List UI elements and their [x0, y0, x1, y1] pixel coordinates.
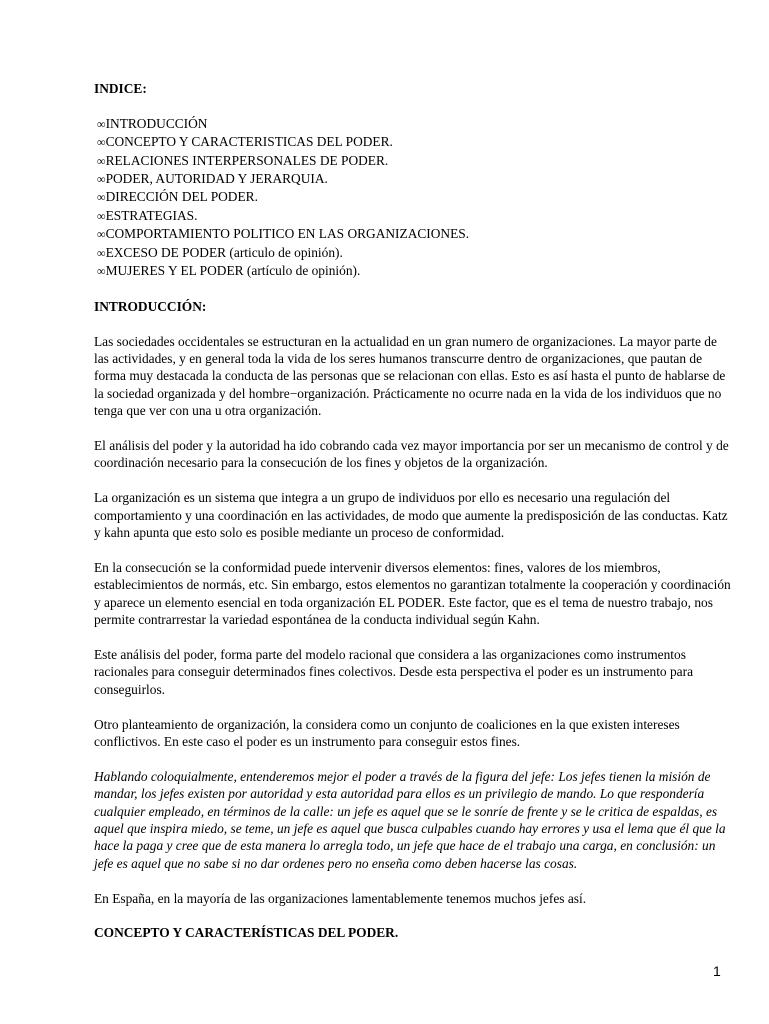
italic-paragraph: Hablando coloquialmente, entenderemos mejor el poder a través de la figura del jefe: Los jefes tienen la misión de mandar, los jefes existen por autoridad y esta autoridad para ellos es un privilegio de mando. Lo que respondería cualquier empleado, en términos de la calle: un jefe es aquel que se le sonríe de frente y se le critica de espaldas, es aquel que inspira miedo, se teme, un jefe es aquel que busca culpables cuando hay errores y usa el lema que él que la hace la paga y cree que de esta manera lo arregla todo, un jefe que hace de el trabajo una carga, en conclusión: un jefe es aquel que no sabe si no dar ordenes pero no enseña como deben hacerse las cosas. — [94, 768, 726, 871]
toc-item: ∞DIRECCIÓN DEL PODER. — [97, 189, 258, 205]
infinity-bullet-icon: ∞ — [97, 264, 106, 279]
document-page — [94, 80, 734, 942]
page-number: 1 — [713, 963, 721, 979]
toc-item: ∞RELACIONES INTERPERSONALES DE PODER. — [97, 152, 389, 168]
infinity-bullet-icon: ∞ — [97, 172, 106, 187]
infinity-bullet-icon: ∞ — [97, 190, 106, 205]
table-of-contents — [97, 115, 734, 281]
toc-item: ∞EXCESO DE PODER (articulo de opinión). — [97, 244, 343, 260]
index-heading: INDICE: — [94, 81, 147, 96]
closing-paragraph: En España, en la mayoría de las organizaciones lamentablemente tenemos muchos jefes así. — [94, 890, 587, 906]
toc-item: ∞ESTRATEGIAS. — [97, 207, 198, 223]
introduction-heading: INTRODUCCIÓN: — [94, 298, 207, 314]
body-paragraph: Este análisis del poder, forma parte del modelo racional que considera a las organizaciones como instrumentos racionales para conseguir determinados fines colectivos. Desde esta perspectiva el poder es un instrumento para conseguirlos. — [94, 646, 694, 697]
infinity-bullet-icon: ∞ — [97, 208, 106, 223]
infinity-bullet-icon: ∞ — [97, 153, 106, 168]
body-paragraph: Otro planteamiento de organización, la considera como un conjunto de coaliciones en la que existen intereses conflictivos. En este caso el poder es un instrumento para conseguir estos fines. — [94, 716, 680, 749]
infinity-bullet-icon: ∞ — [97, 227, 106, 242]
toc-item: ∞MUJERES Y EL PODER (artículo de opinión). — [97, 263, 361, 279]
body-paragraph: Las sociedades occidentales se estructuran en la actualidad en un gran numero de organizaciones. La mayor parte de las actividades, y en general toda la vida de los seres humanos transcurre dentro de organizaciones, que pautan de forma muy destacada la conducta de las personas que se relacionan con ellas. Esto es así hasta el punto de hablarse de la sociedad organizada y del hombre−organización. Prácticamente no ocurre nada en la vida de los individuos que no tenga que ver con una u otra organización. — [94, 333, 726, 419]
body-paragraph: El análisis del poder y la autoridad ha ido cobrando cada vez mayor importancia por ser un mecanismo de control y de coordinación necesario para la consecución de los fines y objetos de la organización. — [94, 438, 729, 471]
toc-item: ∞PODER, AUTORIDAD Y JERARQUIA. — [97, 171, 328, 187]
body-paragraph: En la consecución se la conformidad puede intervenir diversos elementos: fines, valores de los miembros, establecimientos de normás, etc. Sin embargo, estos elementos no garantizan totalmente la cooperación y coordinación y aparece un elemento esencial en toda organización EL PODER. Este factor, que es el tema de nuestro trabajo, nos permite contrarrestar la variedad espontánea de la conducta individual según Kahn. — [94, 559, 731, 628]
toc-item: ∞COMPORTAMIENTO POLITICO EN LAS ORGANIZACIONES. — [97, 226, 470, 242]
infinity-bullet-icon: ∞ — [97, 135, 106, 150]
infinity-bullet-icon: ∞ — [97, 116, 106, 131]
body-paragraph: La organización es un sistema que integra a un grupo de individuos por ello es necesario una regulación del comportamiento y una coordinación en las actividades, de modo que aumente la predisposición de las conductas. Katz y kahn apunta que esto solo es posible mediante un proceso de conformidad. — [94, 490, 728, 541]
infinity-bullet-icon: ∞ — [97, 245, 106, 260]
toc-item: ∞INTRODUCCIÓN — [97, 115, 208, 131]
toc-item: ∞CONCEPTO Y CARACTERISTICAS DEL PODER. — [97, 134, 393, 150]
section-heading: CONCEPTO Y CARACTERÍSTICAS DEL PODER. — [94, 925, 399, 941]
